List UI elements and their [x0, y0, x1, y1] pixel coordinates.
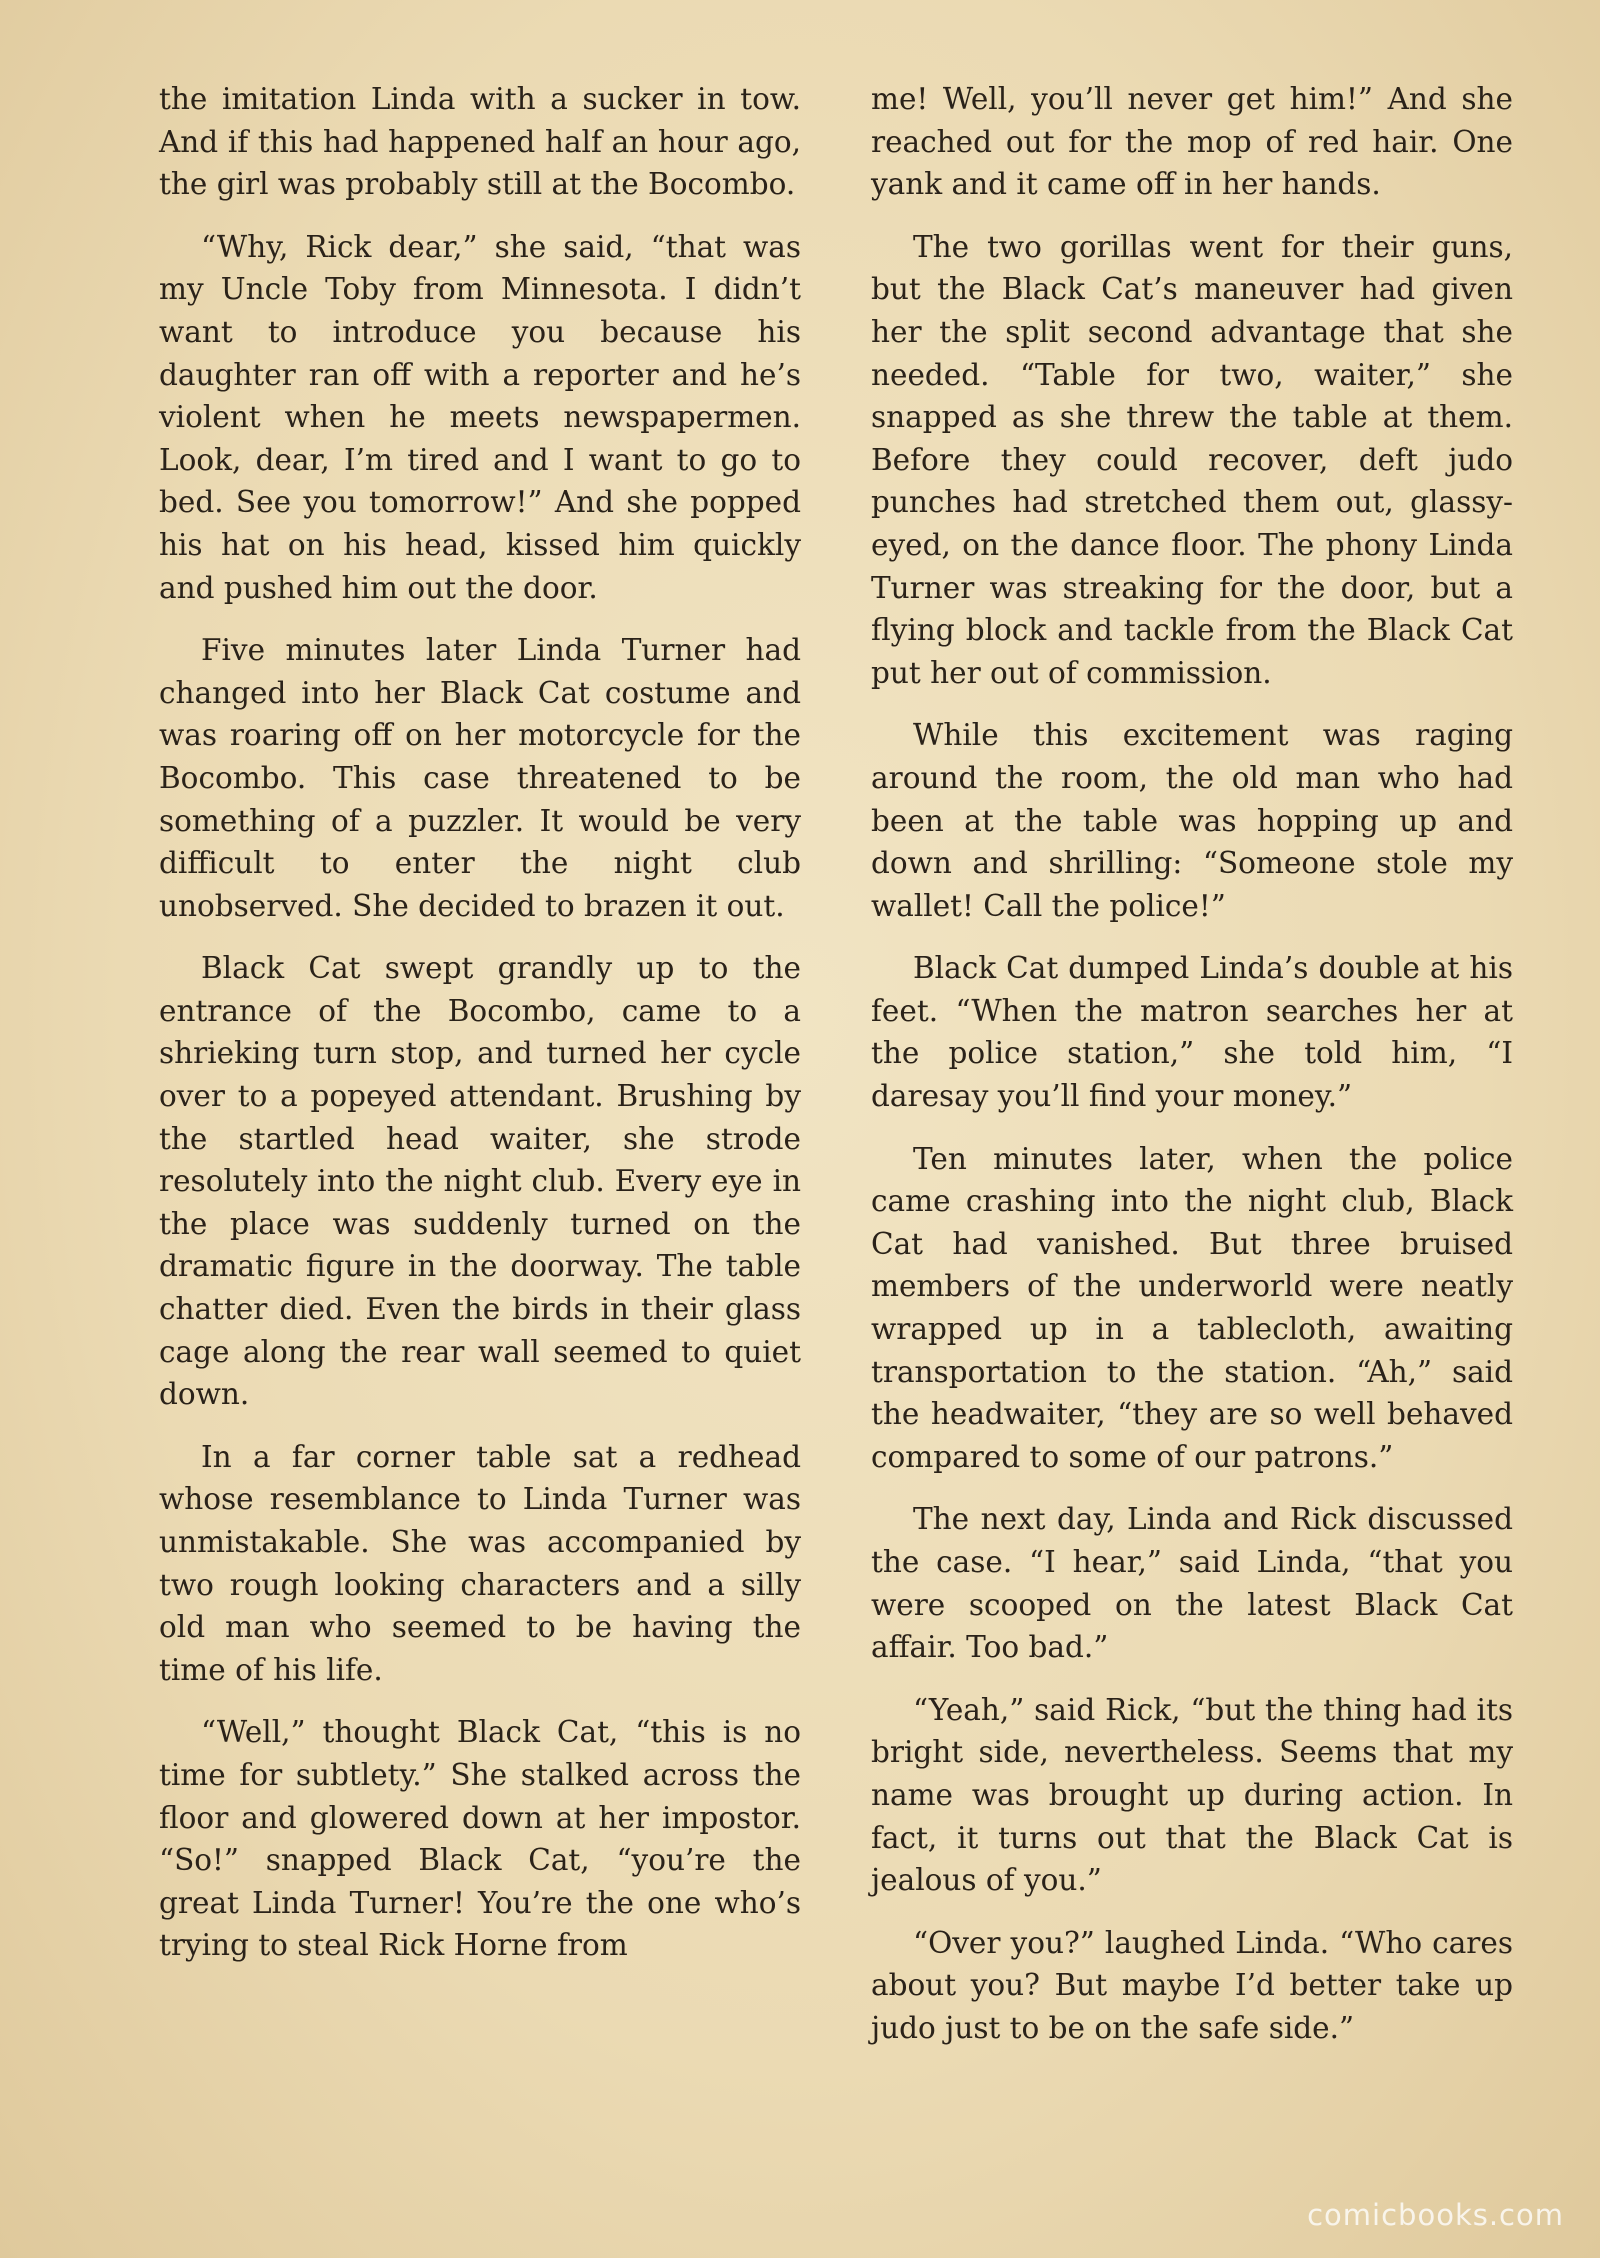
paragraph: In a far corner table sat a redhead whose resemblance to Linda Turner was unmistakable. She was accompanied by two rough looking characters and a silly old man who seemed to be having the time of his life. [159, 1439, 801, 1687]
paragraph: While this excitement was raging around the room, the old man who had been at the table was hopping up and down and shrilling: “Someone stole my wallet! Call the police!” [871, 718, 1513, 923]
paragraph: the imitation Linda with a sucker in tow. And if this had happened half an hour ago, the girl was probably still at the Bocombo. [159, 82, 801, 202]
paragraph: me! Well, you’ll never get him!” And she reached out for the mop of red hair. One yank and it came off in her hands. [871, 82, 1513, 202]
left-text-column [159, 78, 801, 1987]
site-watermark: comicbooks.com [1307, 2198, 1564, 2232]
paragraph: Black Cat swept grandly up to the entrance of the Bocombo, came to a shrieking turn stop, and turned her cycle over to a popeyed attendant. Brushing by the startled head waiter, she strode resolutely into the night club. Every eye in the place was suddenly turned on the dramatic figure in the doorway. The table chatter died. Even the birds in their glass cage along the rear wall seemed to quiet down. [159, 951, 801, 1412]
right-text-column [871, 78, 1513, 2070]
paragraph: The next day, Linda and Rick discussed the case. “I hear,” said Linda, “that you were scooped on the latest Black Cat affair. Too bad.” [871, 1502, 1513, 1665]
paragraph: “Well,” thought Black Cat, “this is no time for subtlety.” She stalked across the floor and glowered down at her impostor. “So!” snapped Black Cat, “you’re the great Linda Turner! You’re the one who’s trying to steal Rick Horne from [159, 1715, 801, 1963]
paragraph: The two gorillas went for their guns, but the Black Cat’s maneuver had given her the split second advantage that she needed. “Table for two, waiter,” she snapped as she threw the table at them. Before they could recover, deft judo punches had stretched them out, glassy-eyed, on the dance floor. The phony Linda Turner was streaking for the door, but a flying block and tackle from the Black Cat put her out of commission. [871, 229, 1513, 690]
paragraph: Five minutes later Linda Turner had changed into her Black Cat costume and was roaring off on her motorcycle for the Bocombo. This case threatened to be something of a puzzler. It would be very difficult to enter the night club unobserved. She decided to brazen it out. [159, 633, 801, 923]
paragraph: “Over you?” laughed Linda. “Who cares about you? But maybe I’d better take up judo just to be on the safe side.” [871, 1925, 1513, 2045]
paragraph: Black Cat dumped Linda’s double at his feet. “When the matron searches her at the police station,” she told him, “I daresay you’ll find your money.” [871, 951, 1513, 1114]
paragraph: “Yeah,” said Rick, “but the thing had its bright side, nevertheless. Seems that my name was brought up during action. In fact, it turns out that the Black Cat is jealous of you.” [871, 1692, 1513, 1898]
paragraph: “Why, Rick dear,” she said, “that was my Uncle Toby from Minnesota. I didn’t want to introduce you because his daughter ran off with a reporter and he’s violent when he meets newspapermen. Look, dear, I’m tired and I want to go to bed. See you tomorrow!” And she popped his hat on his head, kissed him quickly and pushed him out the door. [159, 229, 801, 605]
paragraph: Ten minutes later, when the police came crashing into the night club, Black Cat had vanished. But three bruised members of the underworld were neatly wrapped up in a tablecloth, awaiting transportation to the station. “Ah,” said the headwaiter, “they are so well behaved compared to some of our patrons.” [871, 1141, 1513, 1474]
